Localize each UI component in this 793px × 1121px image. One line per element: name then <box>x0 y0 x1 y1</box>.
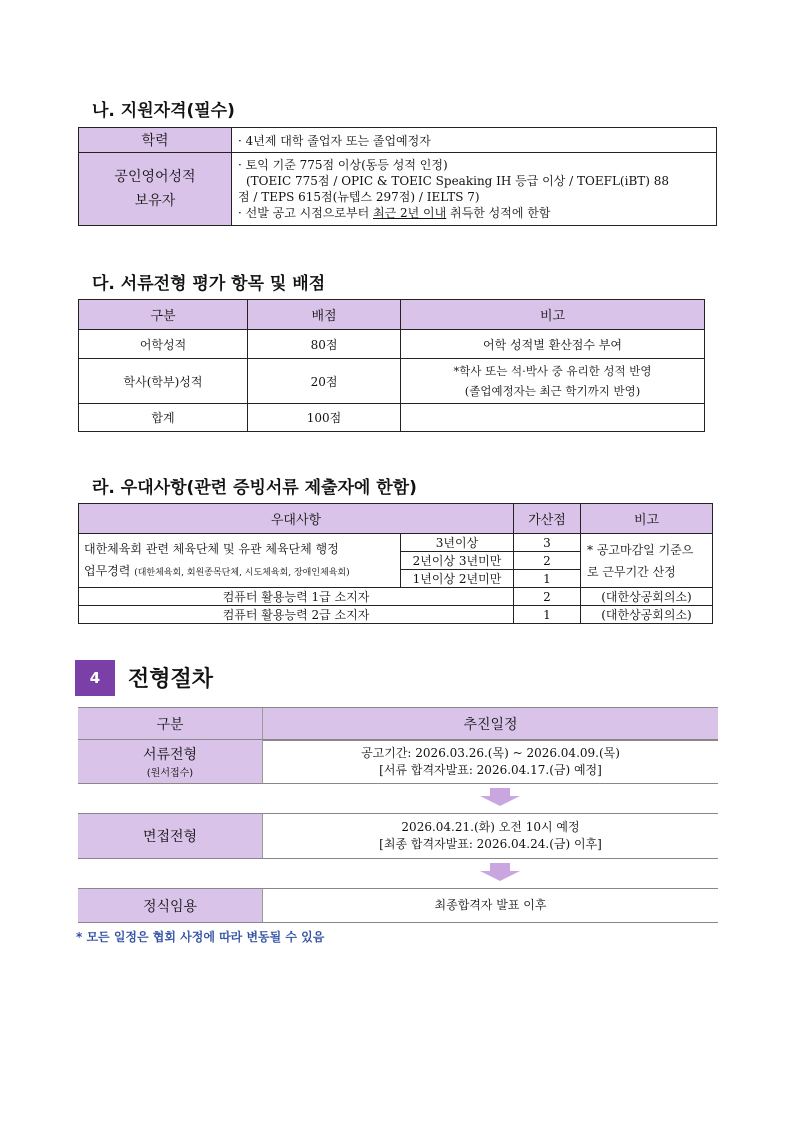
header-note: 비고 <box>401 300 705 330</box>
recent-two-years: 최근 2년 이내 <box>373 206 447 220</box>
section-na-title: 나. 지원자격(필수) <box>92 101 235 121</box>
process-header <box>78 707 718 741</box>
preference-table <box>78 503 713 624</box>
step-schedule: 최종합격자 발표 이후 <box>434 898 547 912</box>
category-cell: 합계 <box>79 404 248 432</box>
education-text: · 4년제 대학 졸업자 또는 졸업예정자 <box>232 128 717 153</box>
points-cell: 2 <box>514 588 581 606</box>
computer-cert-1: 컴퓨터 활용능력 1급 소지자 <box>79 588 514 606</box>
note-cell: (대한상공회의소) <box>581 588 713 606</box>
process-header-left: 구분 <box>78 708 263 740</box>
section-number-badge: 4 <box>75 660 115 696</box>
step-label: 서류전형 (원서접수) <box>78 740 263 783</box>
down-arrow-icon <box>480 788 520 806</box>
note-cell: *학사 또는 석·박사 중 유리한 성적 반영 (졸업예정자는 최근 학기까지 반영) <box>401 359 705 404</box>
points-cell: 1 <box>514 606 581 624</box>
header-preference: 우대사항 <box>79 504 514 534</box>
note-cell <box>401 404 705 432</box>
points-cell: 1 <box>514 570 581 588</box>
english-score-label: 공인영어성적 보유자 <box>79 153 232 226</box>
period-cell: 2년이상 3년미만 <box>401 552 514 570</box>
header-points: 가산점 <box>514 504 581 534</box>
step-label: 면접전형 <box>78 814 263 858</box>
experience-orgs: (대한체육회, 회원종목단체, 시도체육회, 장애인체육회) <box>134 567 350 578</box>
experience-note: * 공고마감일 기준으 로 근무기간 산정 <box>581 534 713 588</box>
header-score: 배점 <box>248 300 401 330</box>
period-cell: 3년이상 <box>401 534 514 552</box>
score-cell: 100점 <box>248 404 401 432</box>
score-cell: 80점 <box>248 330 401 359</box>
experience-label: 대한체육회 관련 체육단체 및 유관 체육단체 행정 업무경력 (대한체육회, 회원종목단체, 시도체육회, 장애인체육회) <box>79 534 401 588</box>
schedule-footnote: * 모든 일정은 협회 사정에 따라 변동될 수 있음 <box>76 930 325 944</box>
step-schedule: 공고기간: 2026.03.26.(목) ~ 2026.04.09.(목) [서류 합격자발표: 2026.04.17.(금) 예정] <box>361 745 620 777</box>
process-step-appointment <box>78 888 718 923</box>
section-ra-title: 라. 우대사항(관련 증빙서류 제출자에 한함) <box>92 478 417 498</box>
points-cell: 3 <box>514 534 581 552</box>
step-label: 정식임용 <box>78 889 263 922</box>
english-score-text: · 토익 기준 775점 이상(동등 성적 인정) (TOEIC 775점 / OPIC & TOEIC Speaking IH 등급 이상 / TOEFL(iBT) 88 점 / TEPS 615점(뉴텝스 297점) / IELTS 7) · 선발 공고 시점으로부터 최근 2년 이내 취득한 성적에 한함 <box>232 153 717 226</box>
note-cell: (대한상공회의소) <box>581 606 713 624</box>
down-arrow-icon <box>480 863 520 881</box>
document-screening-table <box>78 299 705 432</box>
points-cell: 2 <box>514 552 581 570</box>
process-step-document <box>78 739 718 784</box>
category-cell: 어학성적 <box>79 330 248 359</box>
period-cell: 1년이상 2년미만 <box>401 570 514 588</box>
education-label: 학력 <box>79 128 232 153</box>
score-cell: 20점 <box>248 359 401 404</box>
header-remark: 비고 <box>581 504 713 534</box>
header-category: 구분 <box>79 300 248 330</box>
computer-cert-2: 컴퓨터 활용능력 2급 소지자 <box>79 606 514 624</box>
category-cell: 학사(학부)성적 <box>79 359 248 404</box>
process-step-interview <box>78 813 718 859</box>
step-schedule: 2026.04.21.(화) 오전 10시 예정 [최종 합격자발표: 2026.04.24.(금) 이후] <box>379 820 602 851</box>
section-da-title: 다. 서류전형 평가 항목 및 배점 <box>92 274 326 294</box>
section-4-title: 전형절차 <box>128 667 214 692</box>
qualification-table <box>78 127 717 226</box>
note-cell: 어학 성적별 환산점수 부여 <box>401 330 705 359</box>
process-header-right: 추진일정 <box>463 717 518 733</box>
